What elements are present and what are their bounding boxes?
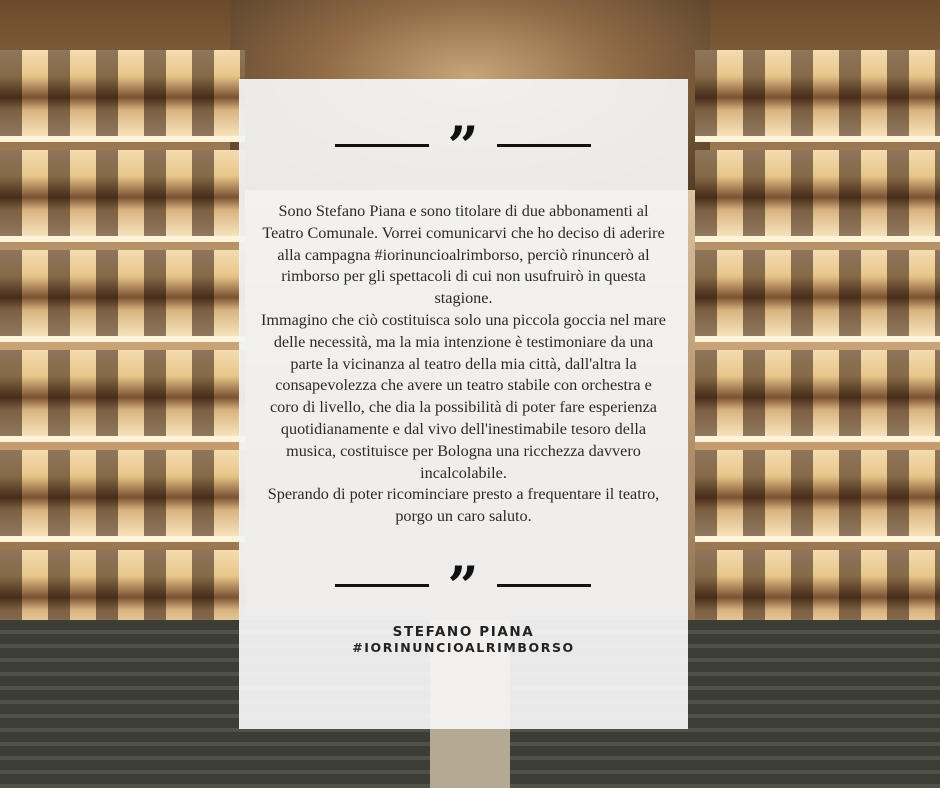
divider-line-left xyxy=(335,144,429,147)
divider-line-right xyxy=(497,584,591,587)
divider-line-left xyxy=(335,584,429,587)
campaign-hashtag: #IORINUNCIOALRIMBORSO xyxy=(352,640,575,655)
quote-card xyxy=(239,79,688,729)
bottom-quote-divider xyxy=(239,554,688,618)
testimonial-paragraph-3: Sperando di poter ricominciare presto a frequentare il teatro, porgo un caro saluto. xyxy=(267,485,660,526)
divider-line-right xyxy=(497,144,591,147)
quote-mark-icon: ” xyxy=(447,114,479,178)
balcony-tiers-right xyxy=(695,30,940,640)
testimonial-paragraph-1: Sono Stefano Piana e sono titolare di due abbonamenti al Teatro Comunale. Vorrei comunicarvi che ho deciso di aderire alla campagna #iorinuncioalrimborso, perciò rinuncerò al rimborso per gli spettacoli di cui non usufruirò in questa stagione. xyxy=(262,202,665,308)
top-quote-divider xyxy=(239,114,688,178)
quote-mark-icon: ” xyxy=(447,554,479,618)
author-name: STEFANO PIANA xyxy=(392,624,535,640)
testimonial-text xyxy=(261,201,666,528)
testimonial-paragraph-2: Immagino che ciò costituisca solo una piccola goccia nel mare delle necessità, ma la mia intenzione è testimoniare da una parte la vicinanza al teatro della mia città, dall'altra la consapevolezza che avere un teatro stabile con orchestra e coro di livello, che dia la possibilità di poter fare esperienza quotidianamente e dal vivo dell'inestimabile tesoro della musica, costituisce per Bologna una ricchezza davvero incalcolabile. xyxy=(261,310,666,482)
balcony-tiers-left xyxy=(0,30,245,640)
